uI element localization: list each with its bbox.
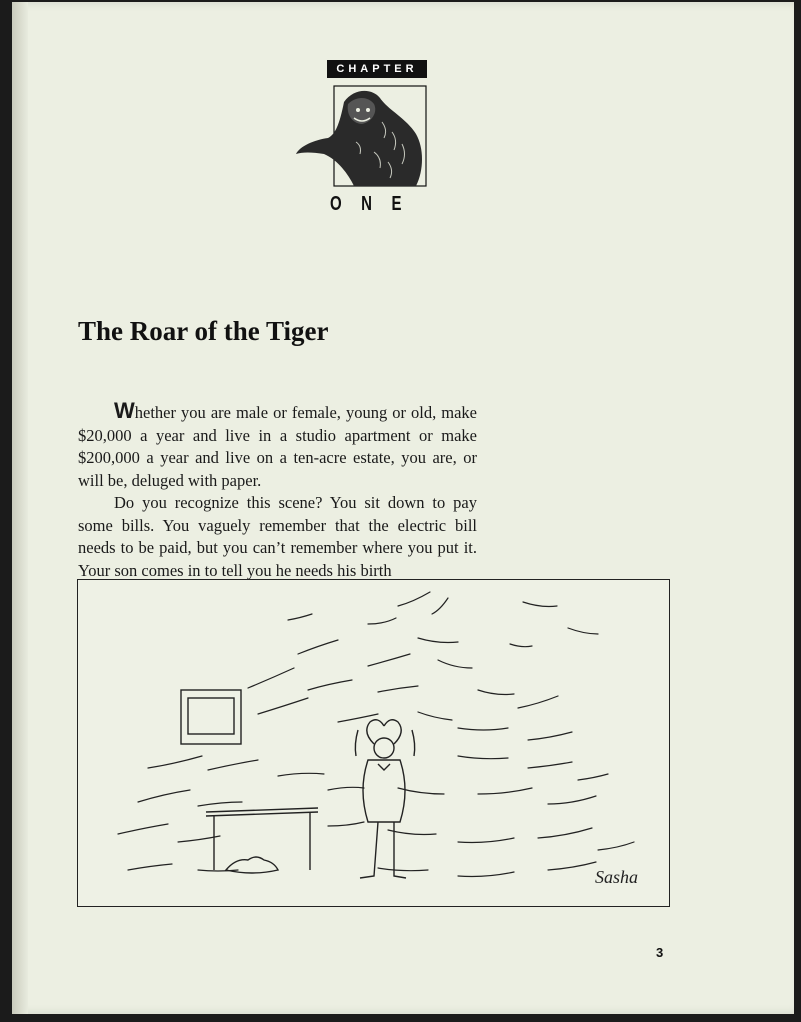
body-text — [78, 400, 477, 582]
table — [206, 808, 318, 873]
chapter-number: ONE — [330, 193, 422, 215]
book-page — [12, 2, 794, 1014]
page-number: 3 — [656, 945, 664, 960]
drop-cap: W — [114, 398, 135, 423]
cartoon-illustration — [77, 579, 670, 907]
picture-frame — [181, 690, 241, 744]
cartoon-drawing — [78, 580, 669, 906]
chapter-title: The Roar of the Tiger — [78, 316, 329, 346]
page-spine-shadow — [12, 2, 28, 1014]
paragraph-2: Do you recognize this scene? You sit down to pay some bills. You vaguely remember that the electric bill needs to be paid, but you can’t remember where you put it. Your son comes in to tell you he needs his birth — [78, 493, 477, 580]
paragraph-1-text: hether you are male or female, young or old, make $20,000 a year and live in a studio apartment or make $200,000 a year and live on a ten-acre estate, you are, or will be, deluged with paper. — [78, 403, 477, 490]
cartoon-signature: Sasha — [595, 867, 639, 887]
tiger-illustration — [284, 82, 429, 192]
chapter-label: CHAPTER — [327, 60, 427, 78]
figure-person — [355, 720, 414, 878]
paragraph-1 — [78, 400, 477, 492]
